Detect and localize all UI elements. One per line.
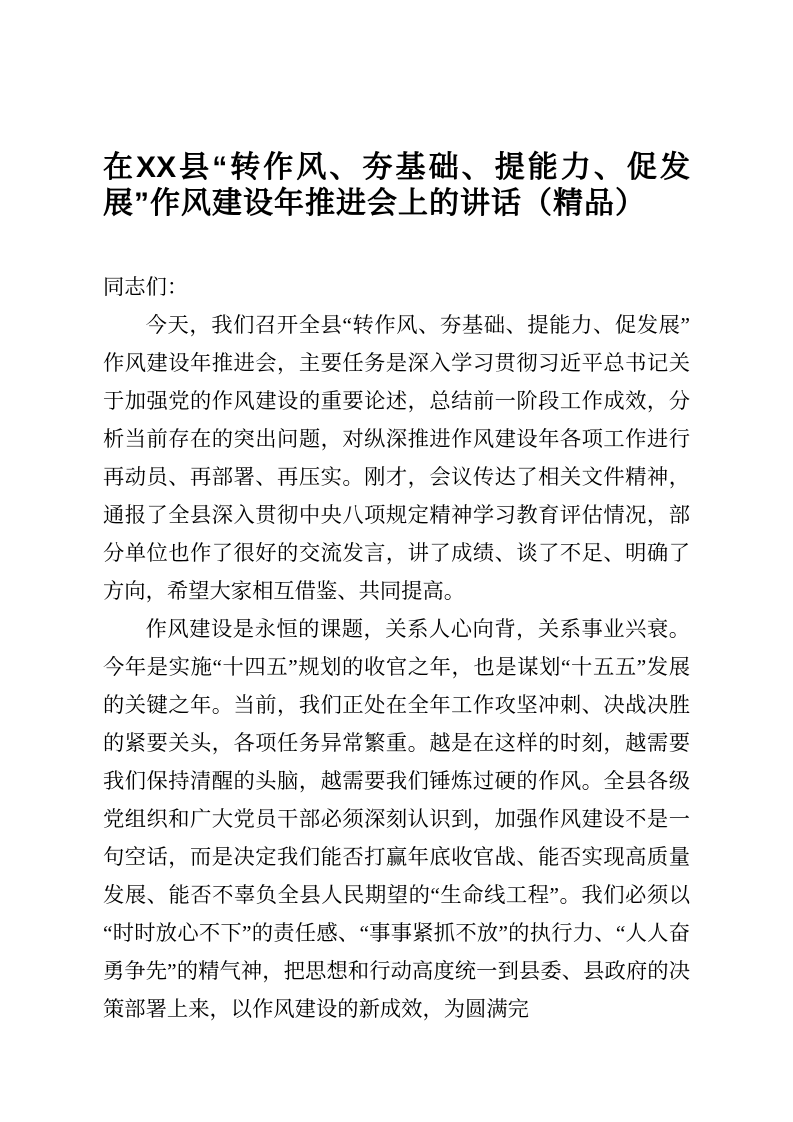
document-title <box>103 150 690 222</box>
paragraph-2: 作风建设是永恒的课题，关系人心向背，关系事业兴衰。今年是实施“十四五”规划的收官之年，也是谋划“十五五”发展的关键之年。当前，我们正处在全年工作攻坚冲刺、决战决胜的紧要关头，各项任务异常繁重。越是在这样的时刻，越需要我们保持清醒的头脑，越需要我们锤炼过硬的作风。全县各级党组织和广大党员干部必须深刻认识到，加强作风建设不是一句空话，而是决定我们能否打赢年底收官战、能否实现高质量发展、能否不辜负全县人民期望的“生命线工程”。我们必须以“时时放心不下”的责任感、“事事紧抓不放”的执行力、“人人奋勇争先”的精气神，把思想和行动高度统一到县委、县政府的决策部署上来，以作风建设的新成效，为圆满完 <box>103 617 690 1021</box>
salutation: 同志们： <box>103 275 189 299</box>
document-title-line-1: 在XX县“转作风、夯基础、提能力、促发 <box>103 151 690 184</box>
document-title-line-2: 展”作风建设年推进会上的讲话（精品） <box>103 187 646 220</box>
document-content <box>103 150 690 1028</box>
document-body <box>103 268 690 1028</box>
paragraph-1: 今天，我们召开全县“转作风、夯基础、提能力、促发展”作风建设年推进会，主要任务是深入学习贯彻习近平总书记关于加强党的作风建设的重要论述，总结前一阶段工作成效，分析当前存在的突出问题，对纵深推进作风建设年各项工作进行再动员、再部署、再压实。刚才，会议传达了相关文件精神，通报了全县深入贯彻中央八项规定精神学习教育评估情况，部分单位也作了很好的交流发言，讲了成绩、谈了不足、明确了方向，希望大家相互借鉴、共同提高。 <box>103 313 690 603</box>
